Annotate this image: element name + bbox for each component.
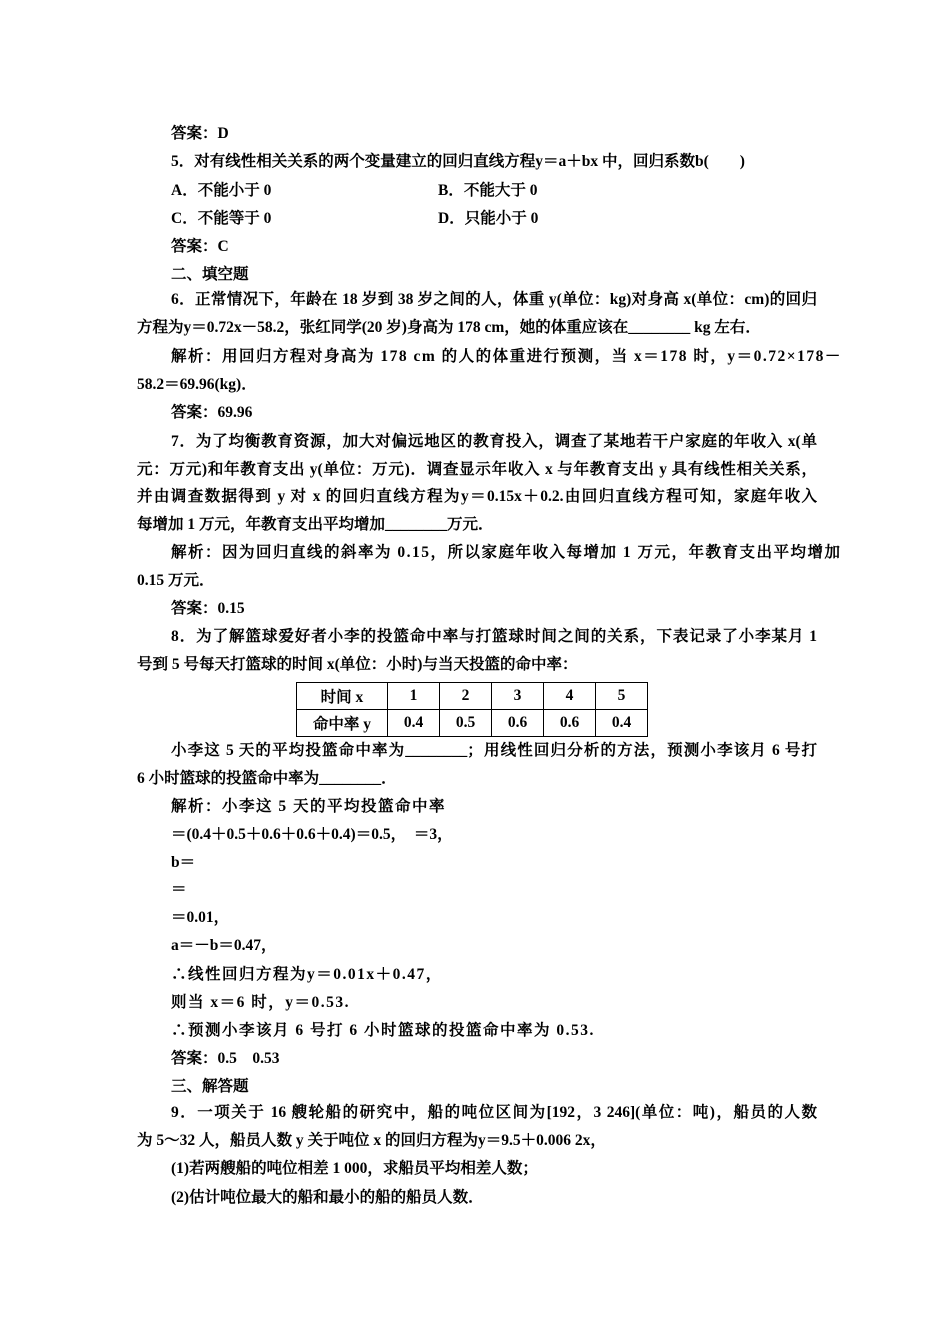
answer-5: 答案：C — [171, 238, 229, 255]
question-8-line-3: 小李这 5 天的平均投篮命中率为________；用线性回归分析的方法，预测小李该月 6 号打 — [171, 742, 817, 759]
option-a: A．不能小于 0 — [171, 182, 272, 199]
question-7-line-1: 7．为了均衡教育资源，加大对偏远地区的教育投入，调查了某地若干户家庭的年收入 x(单 — [171, 433, 817, 450]
solution-8-line-4: ＝ — [171, 881, 187, 898]
question-7-line-4: 每增加 1 万元，年教育支出平均增加________万元． — [137, 516, 494, 533]
table-cell: 0.6 — [492, 710, 544, 737]
solution-8-line-8: 则当 x＝6 时，y＝0.53. — [171, 994, 351, 1011]
table-cell: 0.6 — [544, 710, 596, 737]
solution-7-line-1: 解析：因为回归直线的斜率为 0.15，所以家庭年收入每增加 1 万元，年教育支出平均增加 — [171, 544, 842, 561]
question-9-line-1: 9．一项关于 16 艘轮船的研究中，船的吨位区间为[192，3 246](单位：吨)，船员的人数 — [171, 1104, 817, 1121]
question-9-line-2: 为 5～32 人，船员人数 y 关于吨位 x 的回归方程为y＝9.5＋0.006 2x， — [137, 1132, 606, 1149]
question-8-line-1: 8．为了解篮球爱好者小李的投篮命中率与打篮球时间之间的关系，下表记录了小李某月 1 — [171, 628, 817, 645]
data-table — [296, 682, 648, 737]
table-cell: 4 — [544, 683, 596, 710]
question-5: 5．对有线性相关关系的两个变量建立的回归直线方程y＝a＋bx 中，回归系数b( ) — [171, 153, 745, 170]
option-d: D．只能小于 0 — [438, 210, 539, 227]
table-row — [297, 683, 648, 710]
solution-8-line-1: 解析：小李这 5 天的平均投篮命中率 — [171, 798, 447, 815]
answer-7: 答案：0.15 — [171, 600, 245, 617]
question-9-part-2: (2)估计吨位最大的船和最小的船的船员人数． — [171, 1189, 484, 1206]
option-b: B．不能大于 0 — [438, 182, 538, 199]
question-9-part-1: (1)若两艘船的吨位相差 1 000，求船员平均相差人数； — [171, 1160, 538, 1177]
question-8-line-2: 号到 5 号每天打篮球的时间 x(单位：小时)与当天投篮的命中率： — [137, 656, 578, 673]
table-cell: 5 — [596, 683, 648, 710]
solution-8-line-2: ＝(0.4＋0.5＋0.6＋0.6＋0.4)＝0.5， ＝3， — [171, 826, 453, 843]
section-fill-in: 二、填空题 — [171, 266, 249, 283]
answer-6: 答案：69.96 — [171, 404, 253, 421]
question-7-line-2: 元：万元)和年教育支出 y(单位：万元)．调查显示年收入 x 与年教育支出 y 具有线性相关关系， — [137, 461, 817, 478]
solution-8-line-7: ∴线性回归方程为y＝0.01x＋0.47， — [171, 966, 443, 983]
option-c: C．不能等于 0 — [171, 210, 272, 227]
question-6-line-1: 6．正常情况下，年龄在 18 岁到 38 岁之间的人，体重 y(单位：kg)对身高 x(单位：cm)的回归 — [171, 291, 817, 308]
table-row — [297, 710, 648, 737]
answer-8: 答案：0.5 0.53 — [171, 1050, 280, 1067]
question-6-line-2: 方程为y＝0.72x－58.2，张红同学(20 岁)身高为 178 cm，她的体重应该在________ kg 左右． — [137, 319, 761, 336]
solution-8-line-3: b＝ — [171, 854, 196, 871]
solution-6-line-2: 58.2＝69.96(kg)． — [137, 376, 257, 393]
answer-4: 答案：D — [171, 125, 229, 142]
solution-7-line-2: 0.15 万元． — [137, 572, 215, 589]
solution-8-line-5: ＝0.01， — [171, 909, 230, 926]
table-header-hit-rate: 命中率 y — [297, 710, 388, 737]
table-cell: 0.4 — [388, 710, 440, 737]
table-cell: 3 — [492, 683, 544, 710]
table-cell: 0.4 — [596, 710, 648, 737]
table-header-time: 时间 x — [297, 683, 388, 710]
section-solve: 三、解答题 — [171, 1078, 249, 1095]
question-7-line-3: 并由调查数据得到 y 对 x 的回归直线方程为y＝0.15x＋0.2.由回归直线方程可知，家庭年收入 — [137, 488, 817, 505]
solution-8-line-9: ∴预测小李该月 6 号打 6 小时篮球的投篮命中率为 0.53. — [171, 1022, 595, 1039]
table-cell: 2 — [440, 683, 492, 710]
question-8-line-4: 6 小时篮球的投篮命中率为________． — [137, 770, 397, 787]
table-cell: 1 — [388, 683, 440, 710]
table-cell: 0.5 — [440, 710, 492, 737]
solution-8-line-6: a＝－b＝0.47， — [171, 937, 277, 954]
solution-6-line-1: 解析：用回归方程对身高为 178 cm 的人的体重进行预测，当 x＝178 时，y＝0.72×178－ — [171, 348, 842, 365]
